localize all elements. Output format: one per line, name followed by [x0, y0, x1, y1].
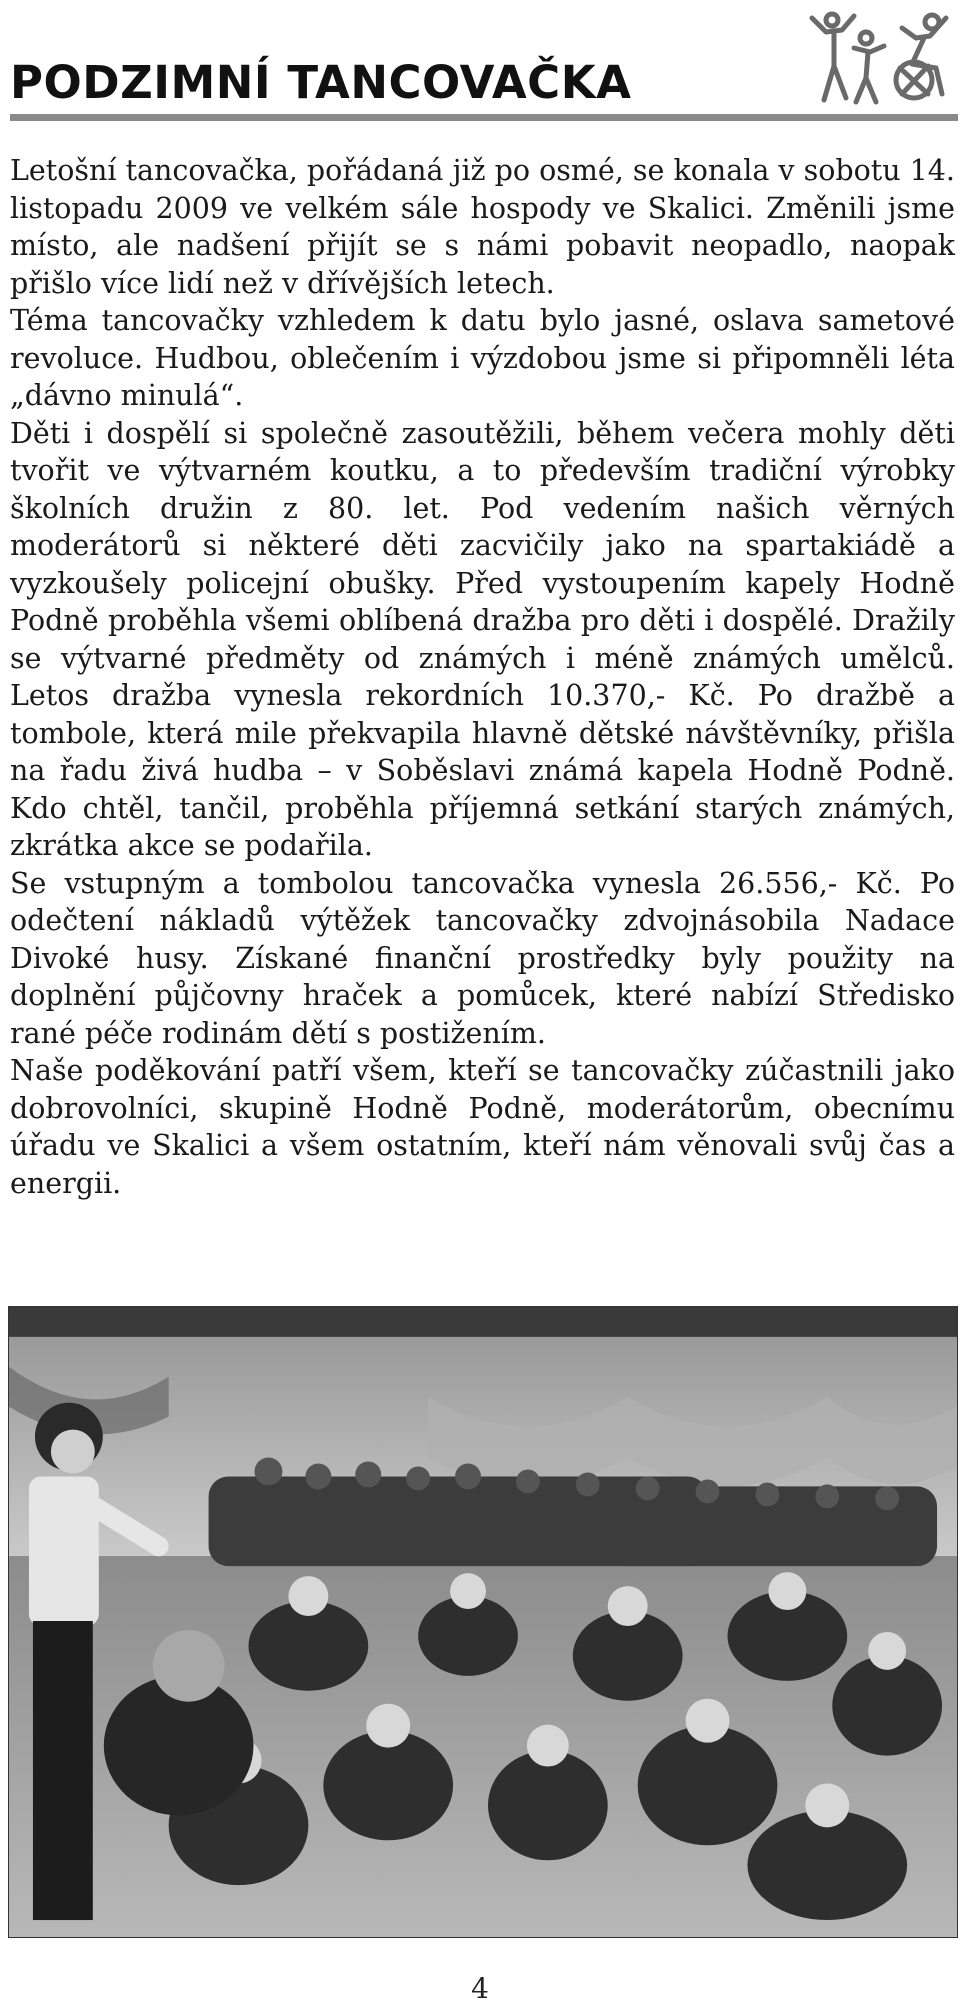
paragraph: Letošní tancovačka, pořádaná již po osmé, se konala v sobotu 14. listopadu 2009 ve velkém sále hospody ve Skalici. Změnili jsme místo, ale nadšení přijít se s námi pobavit neopadlo, naopak přišlo více lidí než v dřívějších letech. — [10, 154, 955, 300]
paragraph: Naše poděkování patří všem, kteří se tancovačky zúčastnili jako dobrovolníci, skupině Hodně Podně, moderátorům, obecnímu úřadu ve Skalici a všem ostatním, kteří nám věnovali svůj čas a energii. — [10, 1054, 955, 1200]
dancing-figures-logo-icon — [804, 8, 954, 108]
page-title: PODZIMNÍ TANCOVAČKA — [10, 56, 632, 109]
event-photo-icon — [8, 1306, 958, 1938]
paragraph: Téma tancovačky vzhledem k datu bylo jasné, oslava sametové revoluce. Hudbou, oblečením i výzdobou jsme si připomněli léta „dávno minulá“. — [10, 304, 955, 412]
article-body — [10, 152, 955, 1202]
title-underline-rule — [10, 114, 958, 121]
paragraph: Děti i dospělí si společně zasoutěžili, během večera mohly děti tvořit ve výtvarném koutku, a to především tradiční výrobky školních družin z 80. let. Pod vedením našich věrných moderátorů si některé děti zacvičily jako na spartakiádě a vyzkoušely policejní obušky. Před vystoupením kapely Hodně Podně proběhla všemi oblíbená dražba pro děti i dospělé. Dražily se výtvarné předměty od známých i méně známých umělců. Letos dražba vynesla rekordních 10.370,- Kč. Po dražbě a tombole, která mile překvapila hlavně dětské návštěvníky, přišla na řadu živá hudba – v Soběslavi známá kapela Hodně Podně. Kdo chtěl, tančil, proběhla příjemná setkání starých známých, zkrátka akce se podařila. — [10, 416, 955, 862]
article-header — [10, 8, 958, 123]
paragraph: Se vstupným a tombolou tancovačka vynesla 26.556,- Kč. Po odečtení nákladů výtěžek tancovačky zdvojnásobila Nadace Divoké husy. Získané finanční prostředky byly použity na doplnění půjčovny hraček a pomůcek, které nabízí Středisko rané péče rodinám dětí s postižením. — [10, 866, 955, 1050]
page-number: 4 — [471, 1972, 489, 2005]
